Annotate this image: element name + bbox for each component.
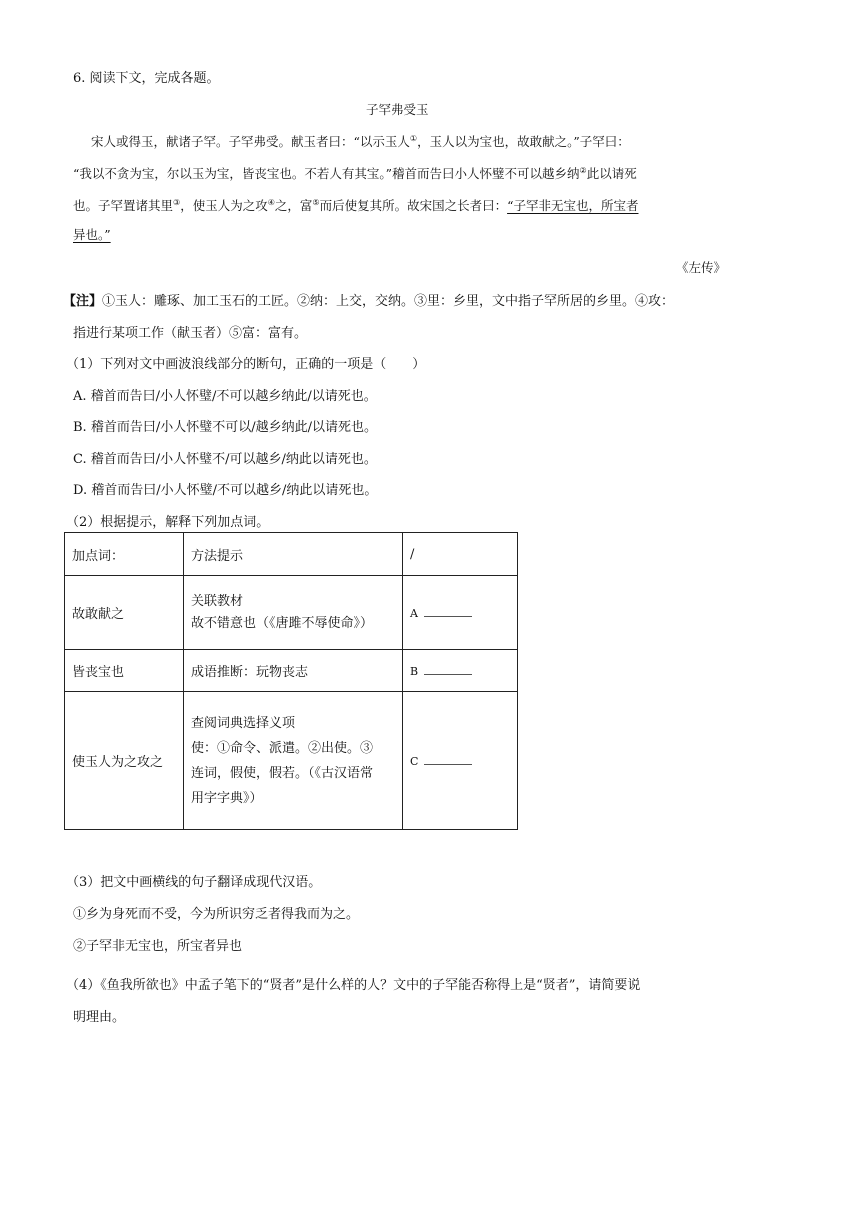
- table-cell-word: 故敢献之: [65, 576, 184, 650]
- passage-line-3: 也。子罕置诸其里③，使玉人为之攻④之，富⑤而后使复其所。故宋国之长者曰：“子罕非无宝也，所宝者: [73, 197, 639, 213]
- q1-stem: （1）下列对文中画波浪线部分的断句，正确的一项是（ ）: [66, 357, 426, 372]
- table-header-hint: 方法提示: [184, 533, 403, 576]
- passage-line-2: “我以不贪为宝，尔以玉为宝，皆丧宝也。不若人有其宝。”稽首而告曰小人怀璧不可以越乡纳②此以请死: [73, 165, 637, 181]
- q1-option-d: D. 稽首而告曰/小人怀璧/不可以越乡/纳此以请死也。: [73, 483, 378, 498]
- question-header: 6. 阅读下文，完成各题。: [73, 71, 220, 86]
- answer-blank[interactable]: [424, 606, 472, 617]
- answer-blank[interactable]: [424, 754, 472, 765]
- passage-line-1: 宋人或得玉，献诸子罕。子罕弗受。献玉者曰：“以示玉人①，玉人以为宝也，故敢献之。”子罕曰：: [91, 133, 630, 149]
- annotation-table: [64, 532, 518, 830]
- table-cell-hint: 关联教材 故不错意也（《唐雎不辱使命》）: [184, 576, 403, 650]
- q4-line-2: 明理由。: [73, 1010, 126, 1025]
- passage-title: 子罕弗受玉: [366, 102, 429, 117]
- table-row: [65, 650, 518, 692]
- table-cell-answer[interactable]: A: [403, 576, 518, 650]
- q3-item-1: ①乡为身死而不受，今为所识穷乏者得我而为之。: [73, 907, 360, 922]
- table-cell-word: 皆丧宝也: [65, 650, 184, 692]
- q2-stem: （2）根据提示，解释下列加点词。: [66, 515, 270, 530]
- answer-blank[interactable]: [424, 664, 472, 675]
- notes-label: 【注】: [63, 294, 103, 309]
- q3-item-2: ②子罕非无宝也，所宝者异也: [73, 939, 243, 954]
- q3-stem: （3）把文中画横线的句子翻译成现代汉语。: [66, 875, 322, 890]
- passage-line-4: 异也。”: [73, 227, 111, 242]
- passage-source: 《左传》: [676, 260, 727, 275]
- q4-line-1: （4）《鱼我所欲也》中孟子笔下的“贤者”是什么样的人？文中的子罕能否称得上是“贤者”，请简要说: [66, 978, 641, 993]
- q1-option-b: B. 稽首而告曰/小人怀璧不可以/越乡纳此/以请死也。: [73, 420, 377, 435]
- notes-line-2: 指进行某项工作（献玉者）⑤富：富有。: [73, 326, 308, 341]
- table-cell-word: 使玉人为之攻之: [65, 692, 184, 830]
- table-row: [65, 692, 518, 830]
- table-header-row: [65, 533, 518, 576]
- q1-option-a: A. 稽首而告曰/小人怀璧/不可以越乡纳此/以请死也。: [73, 389, 377, 404]
- table-cell-answer[interactable]: B: [403, 650, 518, 692]
- notes-line-1: 【注】①玉人：雕琢、加工玉石的工匠。②纳：上交，交纳。③里：乡里，文中指子罕所居的乡里。④攻：: [63, 294, 675, 309]
- table-cell-answer[interactable]: C: [403, 692, 518, 830]
- table-header-answer: /: [403, 533, 518, 576]
- q1-option-c: C. 稽首而告曰/小人怀璧不/可以越乡/纳此以请死也。: [73, 452, 377, 467]
- table-cell-hint: 查阅词典选择义项 使：①命令、派遣。②出使。③ 连词，假使，假若。（《古汉语常 用字字典》）: [184, 692, 403, 830]
- table-cell-hint: 成语推断：玩物丧志: [184, 650, 403, 692]
- table-row: [65, 576, 518, 650]
- underlined-sentence: “子罕非无宝也，所宝者: [507, 198, 639, 213]
- table-header-word: 加点词：: [65, 533, 184, 576]
